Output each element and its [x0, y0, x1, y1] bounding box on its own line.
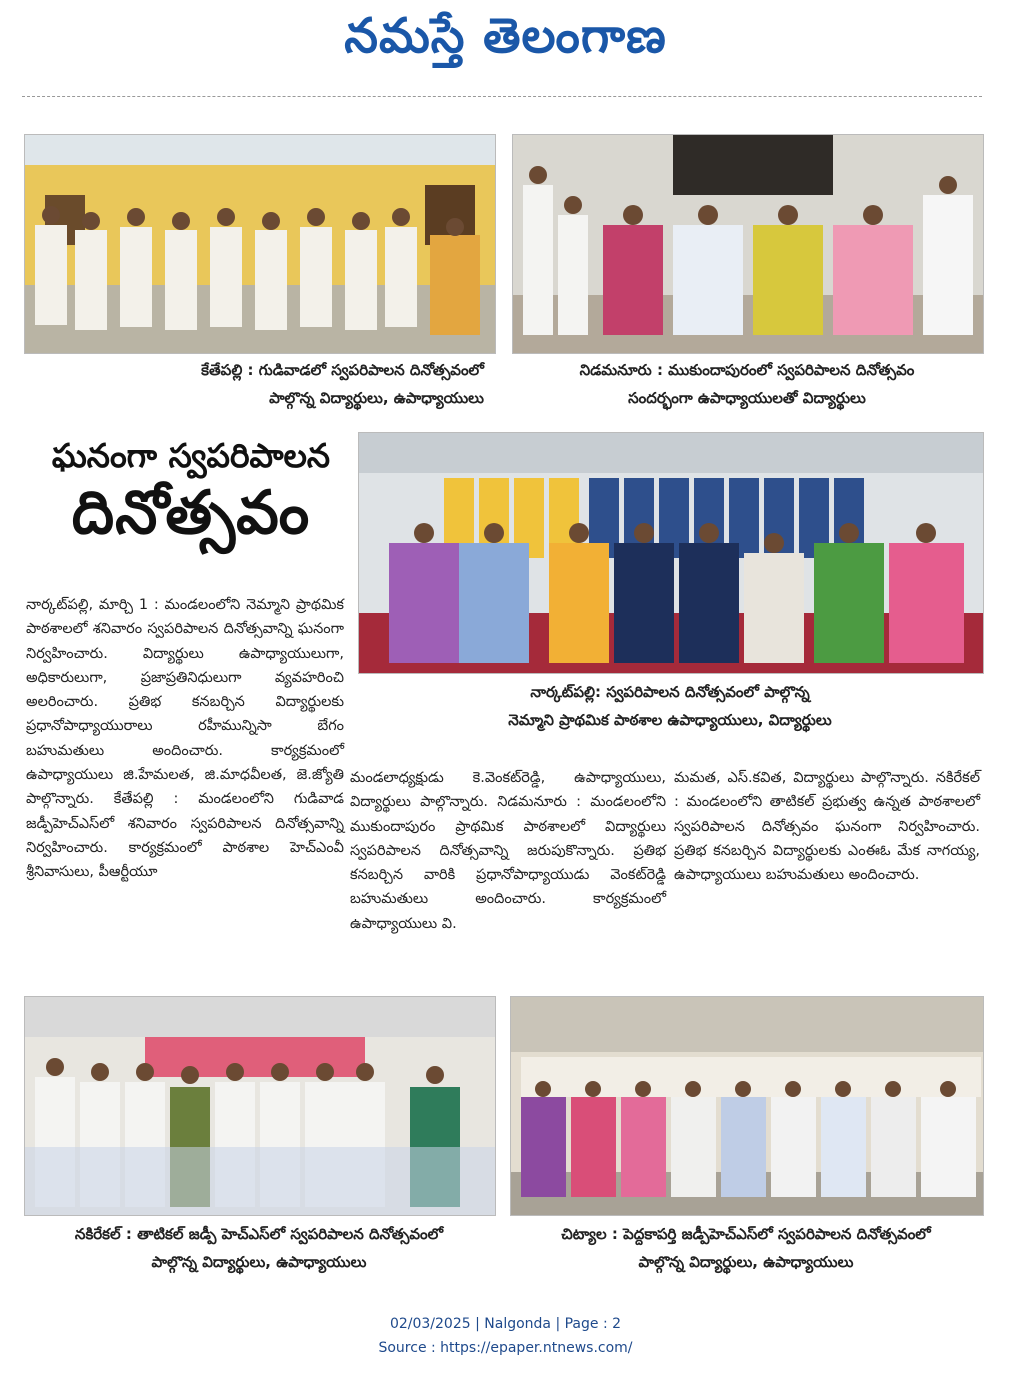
caption-bottom-left-line1: నకిరేకల్ : తాటికల్ జడ్పీ హెచ్ఎస్‌లో స్వపరిపాలన దినోత్సవంలో [74, 1225, 444, 1243]
photo-narketpally [358, 432, 984, 674]
article-col3-text: మమత, ఎస్.కవిత, విద్యార్థులు పాల్గొన్నారు. నకిరేకల్ : మండలంలోని తాటికల్ ప్రభుత్వ ఉన్నత పాఠశాలలో స్వపరిపాలన దినోత్సవం ఘనంగా నిర్వహించారు. ప్రతిభ కనబర్చిన విద్యార్థులకు ఎంఈఓ మేక నాగయ్య, ఉపాధ్యాయులు బహుమతులు అందించారు. [674, 770, 980, 884]
footer-date-edition: 02/03/2025 | Nalgonda | Page : 2 [389, 1316, 622, 1332]
caption-top-right-line2: సందర్భంగా ఉపాధ్యాయులతో విద్యార్థులు [628, 389, 866, 407]
caption-middle-line2: నెమ్మాని ప్రాథమిక పాఠశాల ఉపాధ్యాయులు, విద్యార్థులు [508, 711, 832, 729]
photo-chityal [510, 996, 984, 1216]
footer-source-link[interactable]: Source : https://epaper.ntnews.com/ [378, 1340, 633, 1356]
article-col1-text: నార్కట్‌పల్లి, మార్చి 1 : మండలంలోని నెమ్మాని ప్రాథమిక పాఠశాలలో శనివారం స్వపరిపాలన దినోత్సవాన్ని ఘనంగా నిర్వహించారు. విద్యార్థులు ఉపాధ్యాయులుగా, అధికారులుగా, ప్రజాప్రతినిధులుగా వ్యవహరించి అలరించారు. ప్రతిభ కనబర్చిన విద్యార్థులకు ప్రధానోపాధ్యాయురాలు రహీమున్నిసా బేగం బహుమతులు అందించారు. కార్యక్రమంలో ఉపాధ్యాయులు జి.హేమలత, జి.మాధవీలత, జె.జ్యోతి పాల్గొన్నారు. కేతేపల్లి : మండలంలోని గుడివాడ జడ్పీహెచ్ఎస్‌లో శనివారం స్వపరిపాలన దినోత్సవాన్ని నిర్వహించారు. కార్యక్రమంలో పాఠశాల హెచ్ఎంవీ శ్రీనివాసులు, పీఆర్టీయూ [26, 597, 344, 881]
caption-bottom-right-line2: పాల్గొన్న విద్యార్థులు, ఉపాధ్యాయులు [638, 1253, 854, 1271]
article-col2-text: మండలాధ్యక్షుడు కె.వెంకట్‌రెడ్డి, ఉపాధ్యాయులు, విద్యార్థులు పాల్గొన్నారు. నిడమనూరు : మండలంలోని ముకుందాపురం ప్రాథమిక పాఠశాలలో విద్యార్థులు స్వపరిపాలన దినోత్సవాన్ని జరుపుకొన్నారు. ప్రతిభ కనబర్చిన వారికి ప్రధానోపాధ్యాయుడు వెంకట్‌రెడ్డి బహుమతులు అందించారు. కార్యక్రమంలో ఉపాధ్యాయులు వి. [350, 770, 666, 932]
caption-bottom-right-line1: చిట్యాల : పెద్దకాపర్తి జడ్పీహెచ్ఎస్‌లో స్వపరిపాలన దినోత్సవంలో [561, 1225, 931, 1243]
top-divider [22, 96, 982, 97]
article-column-1 [26, 593, 344, 885]
caption-top-left-line2: పాల్గొన్న విద్యార్థులు, ఉపాధ్యాయులు [269, 389, 484, 407]
article-column-3 [674, 766, 980, 887]
headline-line1: ఘనంగా స్వపరిపాలన [51, 436, 331, 475]
article-column-2 [350, 766, 666, 936]
caption-bottom-left-line2: పాల్గొన్న విద్యార్థులు, ఉపాధ్యాయులు [151, 1253, 367, 1271]
photo-kethepally [24, 134, 496, 354]
caption-top-left-line1: కేతేపల్లి : గుడివాడలో స్వపరిపాలన దినోత్సవంలో [201, 361, 484, 379]
headline-line2: దినోత్సవం [71, 478, 311, 548]
masthead-title: నమస్తే తెలంగాణ [344, 8, 667, 64]
caption-middle-line1: నార్కట్‌పల్లి: స్వపరిపాలన దినోత్సవంలో పాల్గొన్న [530, 683, 810, 701]
photo-nidamanur [512, 134, 984, 354]
caption-top-right-line1: నిడమనూరు : ముకుందాపురంలో స్వపరిపాలన దినోత్సవం [579, 361, 915, 379]
photo-nakrekal [24, 996, 496, 1216]
